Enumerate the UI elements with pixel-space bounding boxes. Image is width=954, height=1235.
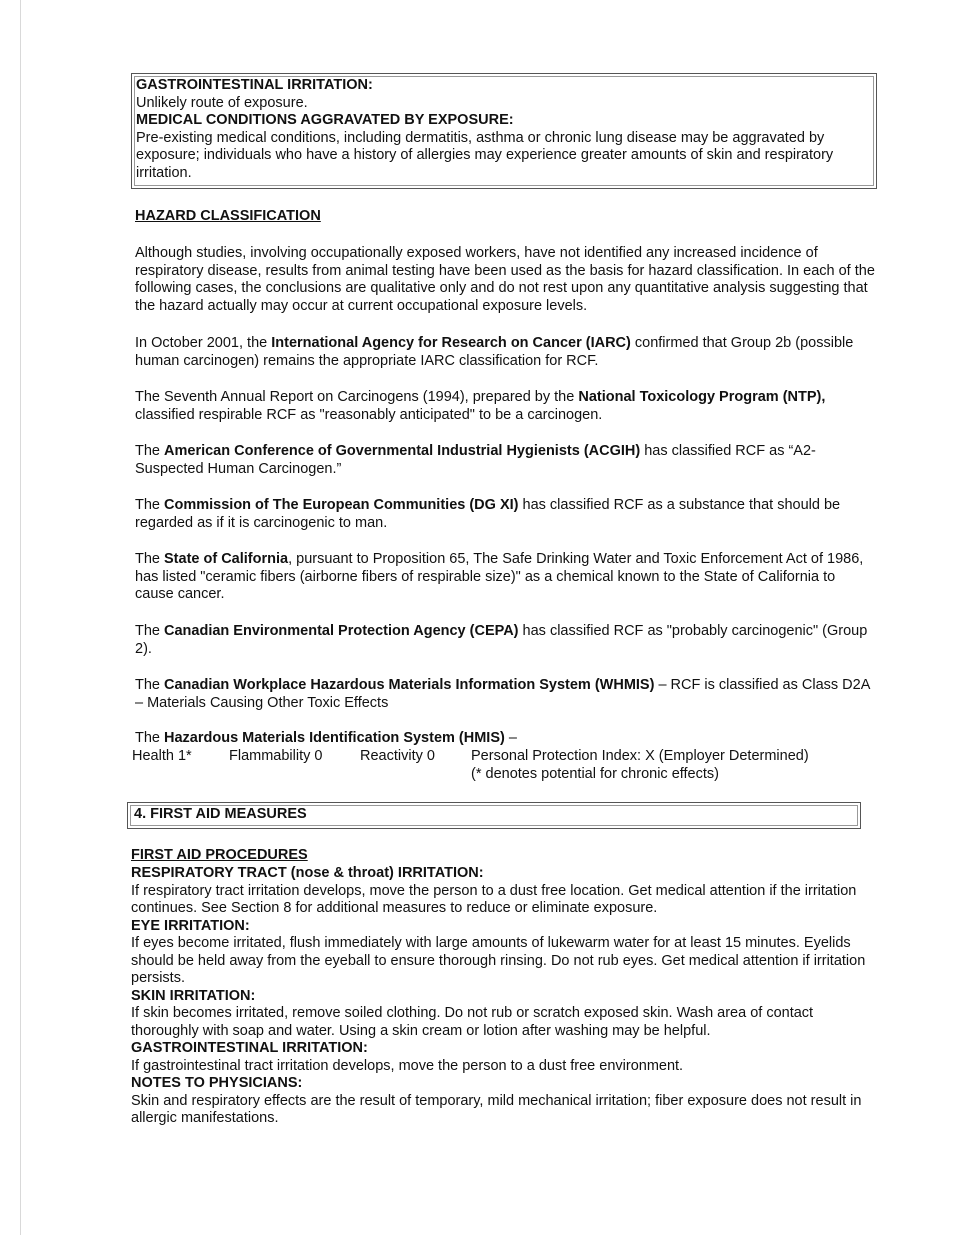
- california-name: State of California: [164, 551, 289, 567]
- section-4-header-box: [127, 802, 861, 829]
- first-aid-procedures-heading: FIRST AID PROCEDURES: [131, 847, 308, 863]
- hmis-note: (* denotes potential for chronic effects): [471, 766, 719, 782]
- dgxi-name: Commission of The European Communities (DG XI): [164, 497, 519, 513]
- notes-to-physicians-text: Skin and respiratory effects are the result of temporary, mild mechanical irritation; fiber exposure does not result in allergic manifestations.: [131, 1092, 862, 1126]
- hmis-name: Hazardous Materials Identification System (HMIS): [164, 730, 505, 746]
- gi-text: Unlikely route of exposure.: [136, 94, 308, 111]
- whmis-name: Canadian Workplace Hazardous Materials Information System (WHMIS): [164, 677, 655, 693]
- eye-heading: EYE IRRITATION:: [131, 917, 250, 934]
- hmis-paragraph: The Hazardous Materials Identification System (HMIS) –: [135, 730, 517, 746]
- skin-text: If skin becomes irritated, remove soiled clothing. Do not rub or scratch exposed skin. Wash area of contact thoroughly with soap and water. Using a skin cream or lotion after washing may be helpful.: [131, 1005, 814, 1039]
- cepa-name: Canadian Environmental Protection Agency (CEPA): [164, 623, 519, 639]
- hmis-flammability: Flammability 0: [229, 748, 323, 764]
- hmis-reactivity: Reactivity 0: [360, 748, 435, 764]
- iarc-name: International Agency for Research on Cancer (IARC): [271, 335, 631, 351]
- medical-conditions-text: Pre-existing medical conditions, including dermatitis, asthma or chronic lung disease may be aggravated by exposure; individuals who have a history of allergies may experience greater amounts of skin and respiratory irritation.: [136, 129, 834, 181]
- hmis-ratings-row: [0, 748, 954, 766]
- skin-heading: SKIN IRRITATION:: [131, 987, 256, 1004]
- health-effects-box: [131, 73, 877, 189]
- page-edge-line: [20, 0, 21, 1235]
- notes-to-physicians-heading: NOTES TO PHYSICIANS:: [131, 1075, 303, 1091]
- acgih-paragraph: The American Conference of Governmental Industrial Hygienists (ACGIH) has classified RCF as “A2-Suspected Human Carcinogen.”: [135, 443, 816, 477]
- gi-first-aid-heading: GASTROINTESTINAL IRRITATION:: [131, 1040, 368, 1056]
- whmis-paragraph: The Canadian Workplace Hazardous Materials Information System (WHMIS) – RCF is classified as Class D2A – Materials Causing Other Toxic Effects: [135, 677, 870, 711]
- acgih-name: American Conference of Governmental Industrial Hygienists (ACGIH): [164, 443, 641, 459]
- dgxi-paragraph: The Commission of The European Communities (DG XI) has classified RCF as a substance that should be regarded as if it is carcinogenic to man.: [135, 497, 841, 531]
- respiratory-text: If respiratory tract irritation develops, move the person to a dust free location. Get medical attention if the irritation continues. See Section 8 for additional measures to reduce or eliminate exposure.: [131, 882, 857, 916]
- section-4-title: 4. FIRST AID MEASURES: [134, 806, 307, 822]
- iarc-paragraph: In October 2001, the International Agency for Research on Cancer (IARC) confirmed that Group 2b (possible human carcinogen) remains the appropriate IARC classification for RCF.: [135, 335, 854, 369]
- hmis-health: Health 1*: [132, 748, 192, 764]
- respiratory-heading: RESPIRATORY TRACT (nose & throat) IRRITATION:: [131, 865, 484, 881]
- hmis-ppi: Personal Protection Index: X (Employer Determined): [471, 748, 809, 764]
- cepa-paragraph: The Canadian Environmental Protection Agency (CEPA) has classified RCF as "probably carcinogenic" (Group 2).: [135, 623, 868, 657]
- hazard-classification-heading: HAZARD CLASSIFICATION: [135, 208, 321, 224]
- gi-heading: GASTROINTESTINAL IRRITATION:: [136, 77, 373, 93]
- california-paragraph: The State of California, pursuant to Proposition 65, The Safe Drinking Water and Toxic Enforcement Act of 1986, has listed "ceramic fibers (airborne fibers of respirable size)" as a chemical known to the State of California to cause cancer.: [135, 551, 864, 602]
- medical-conditions-heading: MEDICAL CONDITIONS AGGRAVATED BY EXPOSURE:: [136, 112, 514, 128]
- ntp-name: National Toxicology Program (NTP),: [578, 389, 826, 405]
- gi-first-aid-text: If gastrointestinal tract irritation develops, move the person to a dust free environment.: [131, 1057, 684, 1074]
- ntp-paragraph: The Seventh Annual Report on Carcinogens (1994), prepared by the National Toxicology Program (NTP), classified respirable RCF as "reasonably anticipated" to be a carcinogen.: [135, 389, 826, 423]
- eye-text: If eyes become irritated, flush immediately with large amounts of lukewarm water for at least 15 minutes. Eyelids should be held away from the eyeball to ensure thorough rinsing. Do not rub eyes. Get medical attention if irritation persists.: [131, 935, 866, 986]
- hazard-intro-paragraph: Although studies, involving occupationally exposed workers, have not identified any increased incidence of respiratory disease, results from animal testing have been used as the basis for hazard classification. In each of the following cases, the conclusions are qualitative only and do not rest upon any quantitative analysis suggesting that the hazard actually may occur at current occupational exposure levels.: [135, 245, 875, 314]
- first-aid-content: [131, 865, 871, 1128]
